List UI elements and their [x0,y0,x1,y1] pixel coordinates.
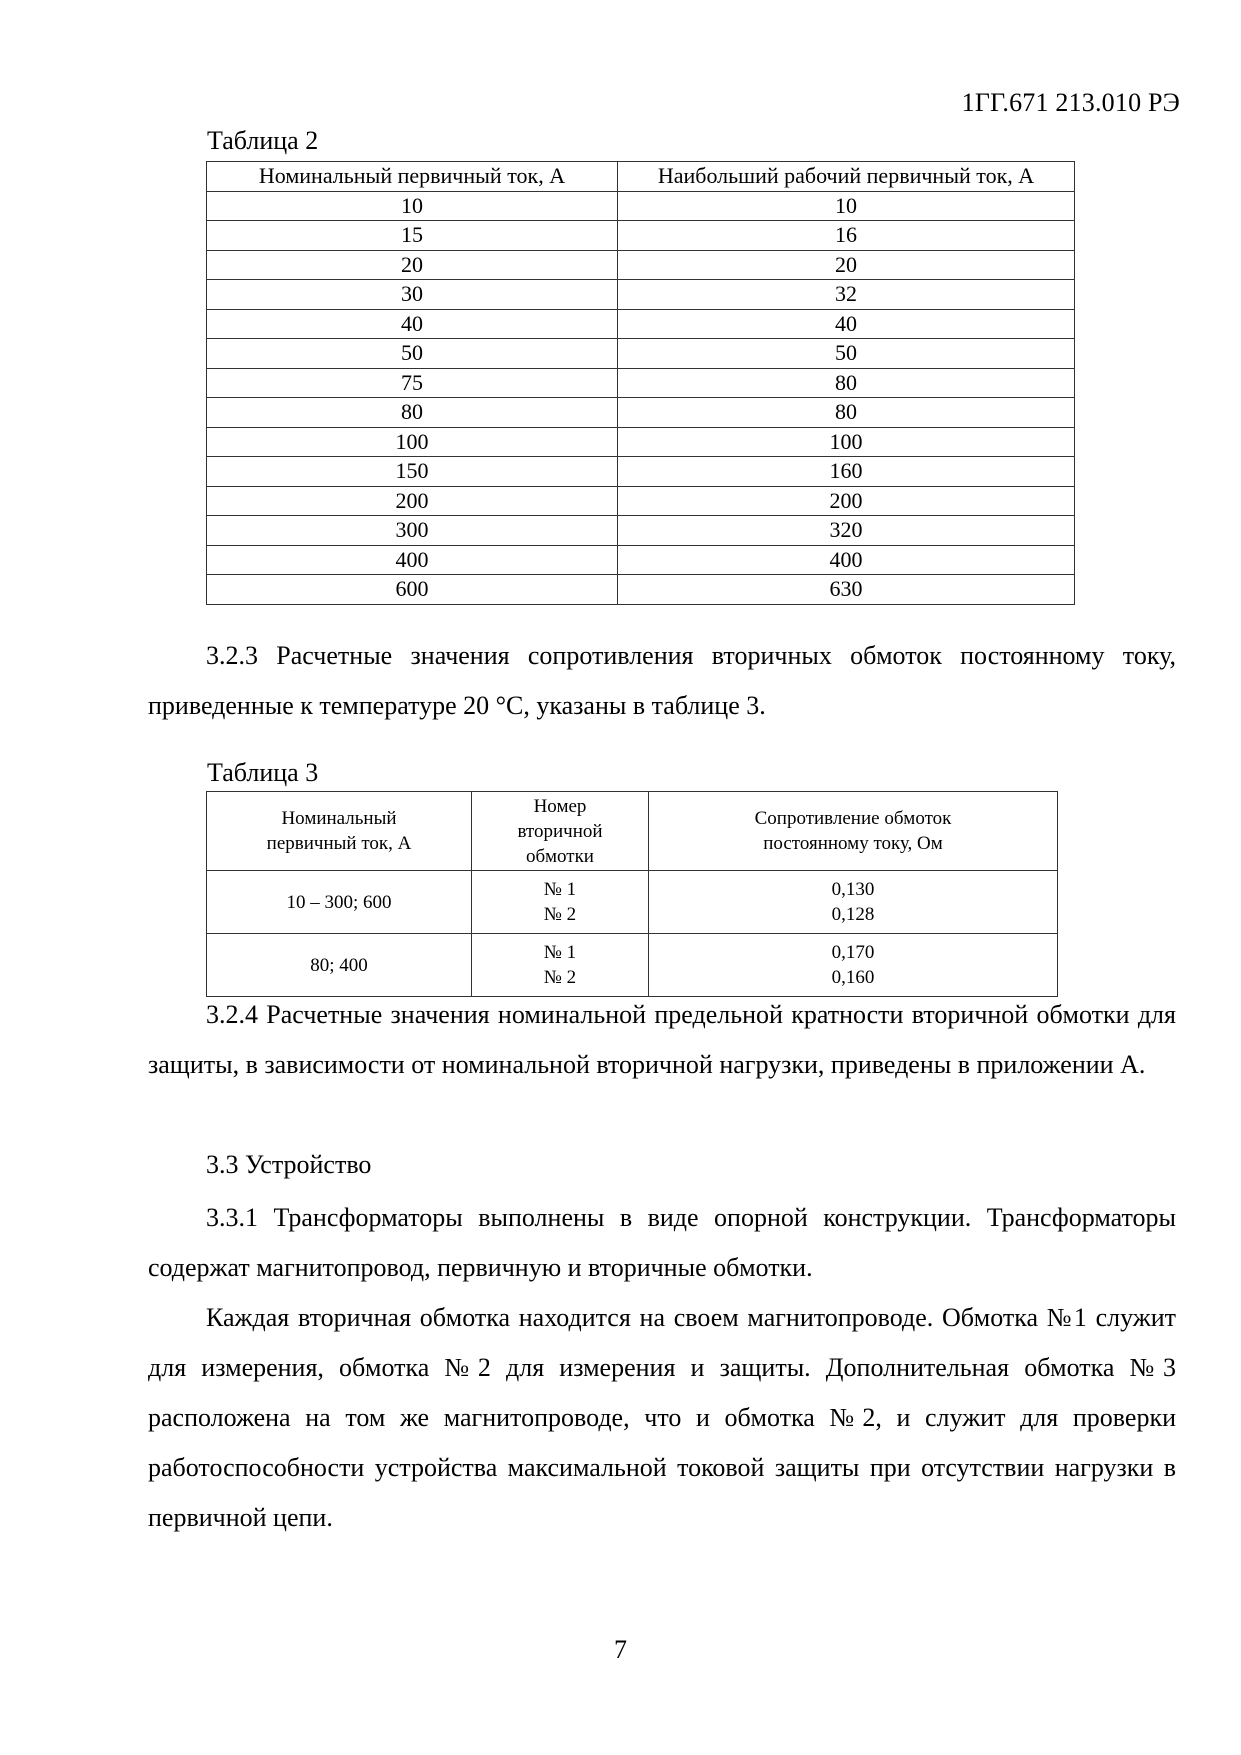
table3-header-resistance [649,792,1058,871]
resistance-value: 0,160 [831,967,875,988]
nominal-current-cell: 20 [207,250,618,280]
table3-header-row [207,792,1058,871]
table3-header-winding-number [472,792,649,871]
section-3-2-4-text: 3.2.4 Расчетные значения номинальной предельной кратности вторичной обмотки для защиты, в зависимости от номинальной вторичной нагрузки, приведены в приложении А. [148,1000,1176,1079]
resistance-value: 0,130 [831,879,875,900]
section-3-2-3-paragraph [148,631,1176,731]
max-working-current-cell: 16 [618,221,1075,251]
table3-header-nominal-current [207,792,472,871]
header-line: обмотки [526,845,594,867]
table2-header-nominal-current: Номинальный первичный ток, А [207,162,618,192]
max-working-current-cell: 80 [618,368,1075,398]
table-row [207,934,1058,997]
table-row [207,486,1075,516]
header-line: постоянному току, Ом [763,833,943,854]
document-code: 1ГГ.671 213.010 РЭ [961,88,1180,117]
header-line: первичный ток, А [266,833,412,854]
header-line: Номер [533,795,587,817]
table-row [207,309,1075,339]
max-working-current-cell: 32 [618,280,1075,310]
table-row [207,339,1075,369]
section-3-3-1-paragraph [148,1193,1176,1293]
table2-caption: Таблица 2 [207,126,319,155]
max-working-current-cell: 100 [618,427,1075,457]
max-working-current-cell: 160 [618,457,1075,487]
winding-number-cell [472,871,649,934]
nominal-current-cell: 150 [207,457,618,487]
table-row [207,427,1075,457]
header-line: Номинальный [281,808,397,829]
resistance-value: 0,128 [831,904,875,925]
resistance-cell [649,934,1058,997]
table3-winding-resistance [206,791,1058,997]
winding-number: № 1 [543,879,577,900]
table-row [207,221,1075,251]
max-working-current-cell: 400 [618,545,1075,575]
nominal-current-cell: 75 [207,368,618,398]
max-working-current-cell: 50 [618,339,1075,369]
winding-number: № 2 [543,967,577,988]
windings-text: Каждая вторичная обмотка находится на своем магнитопроводе. Обмотка №1 служит для измерения, обмотка №2 для измерения и защиты. Дополнительная обмотка №3 расположена на том же магнитопроводе, что и обмотка №2, и служит для проверки работоспособности устройства максимальной токовой защиты при отсутствии нагрузки в первичной цепи. [148,1303,1176,1532]
nominal-current-cell: 30 [207,280,618,310]
table-row [207,575,1075,605]
table-row [207,871,1058,934]
max-working-current-cell: 80 [618,398,1075,428]
nominal-current-cell: 100 [207,427,618,457]
max-working-current-cell: 40 [618,309,1075,339]
table-row [207,398,1075,428]
section-3-2-4-paragraph [148,990,1176,1090]
nominal-current-cell: 400 [207,545,618,575]
table2-rated-currents [206,161,1075,605]
nominal-current-cell: 300 [207,516,618,546]
table3-caption: Таблица 3 [207,758,319,787]
max-working-current-cell: 320 [618,516,1075,546]
table-row [207,250,1075,280]
nominal-current-cell: 50 [207,339,618,369]
page-number: 7 [614,1635,627,1664]
windings-paragraph [148,1293,1176,1543]
winding-number-cell [472,934,649,997]
nominal-current-cell: 600 [207,575,618,605]
nominal-current-cell: 15 [207,221,618,251]
nominal-current-cell: 10 [207,191,618,221]
max-working-current-cell: 10 [618,191,1075,221]
nominal-current-cell: 40 [207,309,618,339]
table2-header-max-working-current: Наибольший рабочий первичный ток, А [618,162,1075,192]
nominal-current-cell: 80; 400 [207,934,472,997]
table-row [207,191,1075,221]
nominal-current-cell: 200 [207,486,618,516]
section-3-2-3-text: 3.2.3 Расчетные значения сопротивления вторичных обмоток постоянному току, приведенные к температуре 20 °С, указаны в таблице 3. [148,641,1176,720]
header-line: Сопротивление обмоток [754,808,952,829]
resistance-value: 0,170 [831,942,875,963]
table-row [207,516,1075,546]
winding-number: № 1 [543,942,577,963]
section-3-3-1-text: 3.3.1 Трансформаторы выполнены в виде опорной конструкции. Трансформаторы содержат магнитопровод, первичную и вторичные обмотки. [148,1203,1176,1282]
max-working-current-cell: 630 [618,575,1075,605]
max-working-current-cell: 20 [618,250,1075,280]
table-row [207,457,1075,487]
header-line: вторичной [517,820,603,842]
table-row [207,280,1075,310]
max-working-current-cell: 200 [618,486,1075,516]
winding-number: № 2 [543,904,577,925]
resistance-cell [649,871,1058,934]
nominal-current-cell: 10 – 300; 600 [207,871,472,934]
table-row [207,545,1075,575]
nominal-current-cell: 80 [207,398,618,428]
section-3-3-heading: 3.3 Устройство [206,1150,372,1179]
table-row [207,368,1075,398]
table2-header-row [207,162,1075,192]
